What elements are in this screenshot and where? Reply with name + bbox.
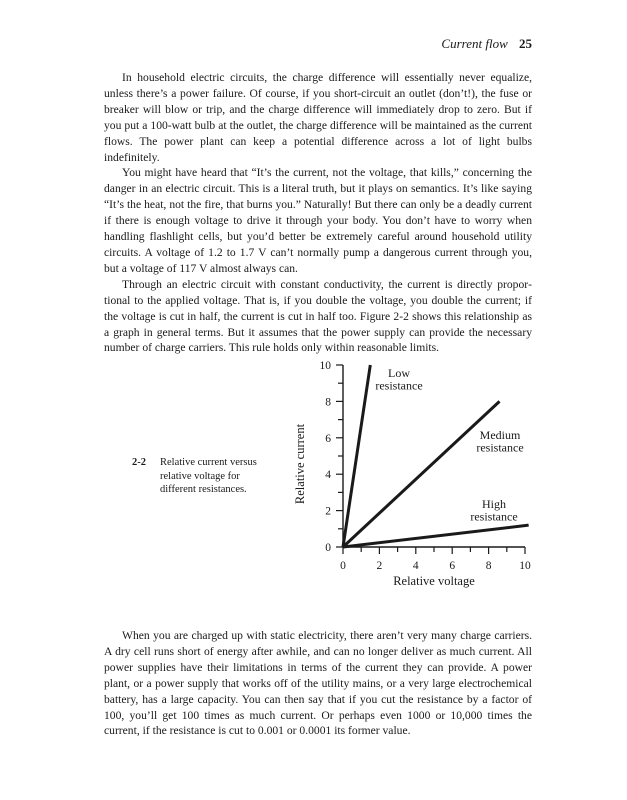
series-label	[375, 366, 422, 393]
y-tick-label: 8	[325, 396, 331, 409]
paragraph: When you are charged up with static electricity, there aren’t very many charge carriers. A dry cell runs short of energy after awhile, and can no longer deliver as much current. All power supplies have their limitations in terms of the current they can provide. A power plant, or a power supply that works off of the utility mains, or a very large electrochemical battery, has a large capacity. You can then say that if you cut the resistance by a factor of 100, you’ll get 100 times as much current. Or perhaps even 1000 or 10,000 times the current, if the resistance is cut to 0.001 or 0.0001 its former value.	[104, 629, 532, 738]
y-axis-label: Relative current	[293, 423, 307, 505]
series-label-line: resistance	[476, 440, 524, 455]
series-line	[343, 365, 370, 547]
y-tick-label: 10	[319, 360, 331, 372]
body-text-bottom	[104, 628, 532, 739]
y-tick-label: 0	[325, 542, 331, 554]
y-tick-label: 6	[325, 432, 331, 445]
x-axis-label: Relative voltage	[393, 574, 475, 588]
x-tick-label: 8	[485, 560, 492, 572]
series-label-line: Low	[388, 366, 410, 380]
page-number: 25	[519, 36, 532, 51]
x-tick-label: 6	[449, 560, 456, 572]
x-tick-label: 0	[340, 560, 346, 572]
x-tick-label: 2	[376, 560, 383, 572]
section-title: Current flow	[441, 36, 508, 51]
series-line	[343, 401, 500, 547]
x-tick-label: 4	[412, 560, 419, 572]
paragraph: You might have heard that “It’s the current, not the voltage, that kills,” concerning the danger in an electric circuit. This is a literal truth, but it plays on semantics. It’s like saying “It’s the heat, not the fire, that burns you.” Naturally! But there can only be a deadly current if there is enough voltage to drive it through your body. You don’t have to worry when handling flashlight cells, but you’d better be extremely careful around household utility circuits. A voltage of 1.2 to 1.7 V can’t normally pump a dangerous current through you, but a voltage of 117 V almost always can.	[104, 166, 532, 275]
paragraph: Through an electric circuit with constant conductivity, the current is directly proportional to the applied voltage. That is, if you double the voltage, you double the current; if the voltage is cut in half, the current is cut in half too. Figure 2-2 shows this relationship as a graph in general terms. But it assumes that the power supply can provide the necessary number of charge carriers. This rule holds only within reasonable limits.	[104, 277, 532, 355]
series-label-line: resistance	[375, 378, 423, 393]
figure-number: 2-2	[132, 457, 146, 468]
y-tick-label: 4	[325, 469, 331, 482]
series-label-line: Medium	[479, 428, 521, 442]
caption-text: Relative current versus relative voltage for different resistances.	[160, 457, 257, 495]
series-label-line: High	[482, 497, 506, 511]
series-label	[476, 428, 523, 455]
series-label	[470, 497, 517, 524]
series-line	[343, 525, 529, 547]
x-tick-label: 10	[519, 560, 531, 572]
paragraph: In household electric circuits, the charge difference will essentially never equalize, unless there’s a power failure. Of course, if you short-circuit an outlet (don’t!), the fuse or breaker will blow or trip, and the charge difference will immediately drop to zero. But if you put a 100-watt bulb at the outlet, the charge difference will be maintained as the current flows. The power plant can keep a potential difference across a lot of light bulbs indefinitely.	[104, 71, 532, 164]
y-tick-label: 2	[325, 505, 331, 518]
series-label-line: resistance	[470, 509, 518, 524]
chart-labels	[293, 360, 531, 588]
